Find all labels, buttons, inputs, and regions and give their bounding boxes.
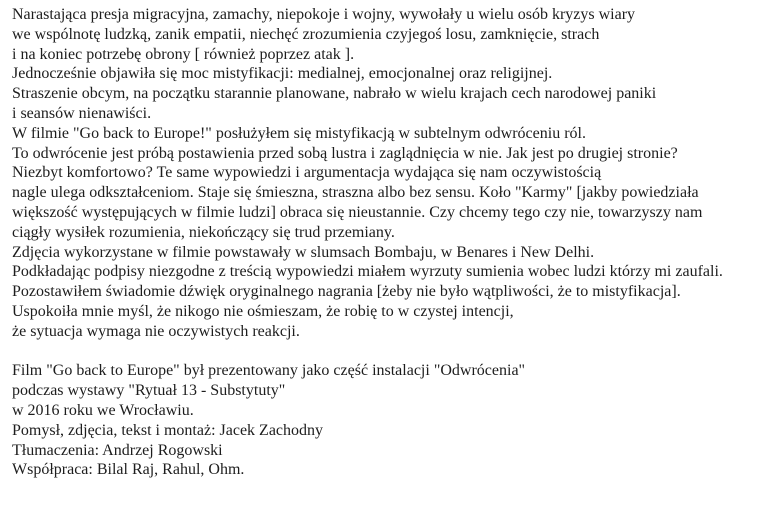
text-line: ciągły wysiłek rozumienia, niekończący się trud przemiany. <box>12 223 395 241</box>
text-line: Jednocześnie objawiła się moc mistyfikacji: medialnej, emocjonalnej oraz religijnej. <box>12 65 553 83</box>
text-line: Podkładając podpisy niezgodne z treścią wypowiedzi miałem wyrzuty sumienia wobec ludzi którzy mi zaufali. <box>12 263 723 281</box>
credits-line: Pomysł, zdjęcia, tekst i montaż: Jacek Zachodny <box>12 421 324 439</box>
text-line: To odwrócenie jest próbą postawienia przed sobą lustra i zaglądnięcia w nie. Jak jest po drugiej stronie? <box>12 144 678 162</box>
credits-line: Tłumaczenia: Andrzej Rogowski <box>12 441 223 459</box>
credits-line: Film "Go back to Europe" był prezentowany jako część instalacji "Odwrócenia" <box>12 362 526 380</box>
text-line: Uspokoiła mnie myśl, że nikogo nie ośmieszam, że robię to w czystej intencji, <box>12 302 514 320</box>
text-line: W filmie "Go back to Europe!" posłużyłem się mistyfikacją w subtelnym odwróceniu ról. <box>12 124 586 142</box>
text-line: Straszenie obcym, na początku starannie planowane, nabrało w wielu krajach cech narodowej paniki <box>12 85 657 103</box>
text-line: we wspólnotę ludzką, zanik empatii, niechęć zrozumienia czyjegoś losu, zamknięcie, strach <box>12 25 600 43</box>
credits-line: Współpraca: Bilal Raj, Rahul, Ohm. <box>12 461 245 479</box>
text-line: większość występujących w filmie ludzi] obraca się nieustannie. Czy chcemy tego czy nie, towarzyszy nam <box>12 203 703 221</box>
text-line: nagle ulega odkształceniom. Staje się śmieszna, straszna albo bez sensu. Koło "Karmy" [jakby powiedziała <box>12 184 699 202</box>
credits-line: podczas wystawy "Rytuał 13 - Substytuty" <box>12 382 286 400</box>
text-line: Zdjęcia wykorzystane w filmie powstawały w slumsach Bombaju, w Benares i New Delhi. <box>12 243 595 261</box>
text-line: Narastająca presja migracyjna, zamachy, niepokoje i wojny, wywołały u wielu osób kryzys wiary <box>12 6 636 23</box>
text-line: że sytuacja wymaga nie oczywistych reakcji. <box>12 322 300 340</box>
credits-line: w 2016 roku we Wrocławiu. <box>12 401 194 419</box>
text-line: i seansów nienawiści. <box>12 104 152 122</box>
blank-line <box>12 342 762 362</box>
text-line: Niezbyt komfortowo? Te same wypowiedzi i argumentacja wydająca się nam oczywistością <box>12 164 602 182</box>
text-line: i na koniec potrzebę obrony [ również poprzez atak ]. <box>12 45 355 63</box>
text-line: Pozostawiłem świadomie dźwięk oryginalnego nagrania [żeby nie było wątpliwości, że to mistyfikacja]. <box>12 283 681 301</box>
